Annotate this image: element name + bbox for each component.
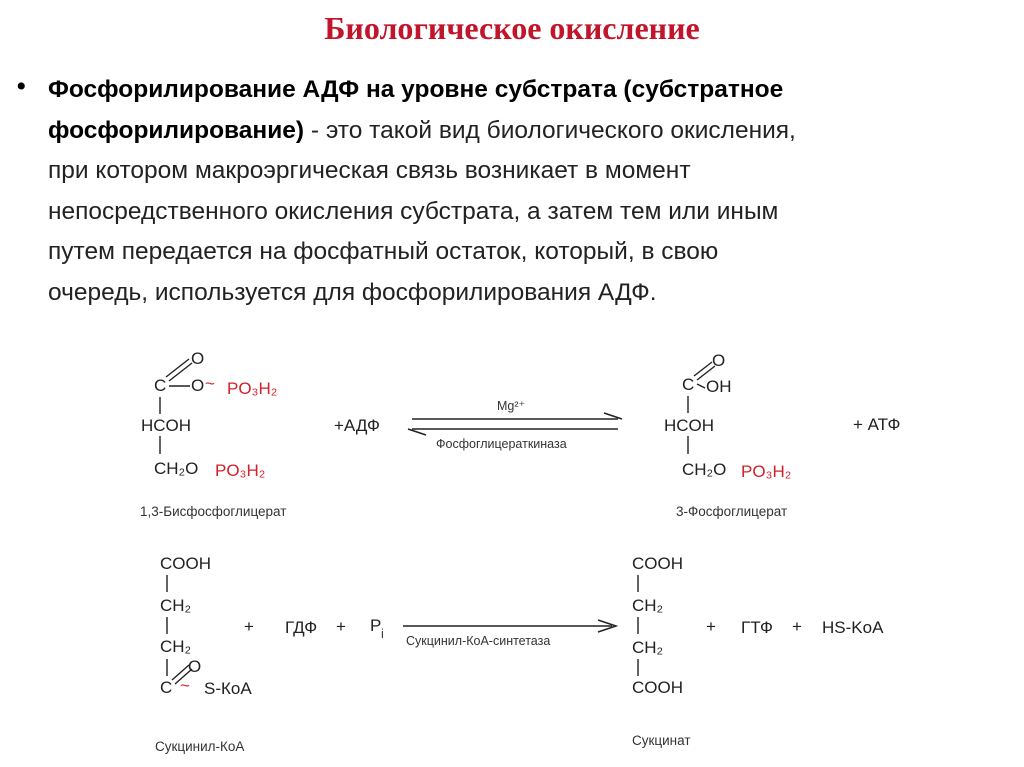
methylene-group: CH₂ [160, 637, 192, 656]
hcoh-group: HCOH [664, 416, 715, 435]
plus-sign: + [336, 617, 346, 636]
oxygen-atom: O [188, 657, 202, 676]
inorganic-phosphate: P [370, 616, 382, 635]
cofactor-label: Mg²⁺ [497, 399, 526, 413]
product-gtp: ГТФ [741, 618, 773, 637]
ch2o-group: CH₂O [154, 459, 199, 478]
carbon-atom: C [682, 375, 695, 394]
paragraph-line-6: очередь, используется для фосфорилирования АДФ. [48, 278, 657, 306]
equilibrium-arrow [408, 399, 622, 451]
phosphate-group: PO₃H₂ [215, 461, 266, 480]
ch2o-group: CH₂O [682, 460, 727, 479]
hydroxyl-group: OH [706, 377, 732, 396]
methylene-group: CH₂ [632, 638, 664, 657]
carboxyl-group: COOH [160, 554, 211, 573]
enzyme-label: Фосфоглицераткиназа [436, 437, 567, 451]
hcoh-group: HCOH [141, 416, 192, 435]
carbon-atom: C [154, 376, 167, 395]
carboxyl-group: COOH [632, 678, 683, 697]
compound-caption: Сукцинат [632, 733, 691, 748]
succinyl-coa-structure [155, 554, 252, 754]
compound-caption: 1,3-Бисфосфоглицерат [140, 504, 287, 519]
reverse-arrow-head [408, 429, 426, 435]
macroergic-bond-tilde: ~ [180, 676, 190, 695]
succinate-structure [632, 554, 691, 748]
reagent-adp: +АДФ [334, 416, 380, 435]
carbon-atom: C [160, 678, 173, 697]
methylene-group: CH₂ [160, 596, 192, 615]
oxygen-link: O [191, 376, 205, 395]
product-hs-coa: HS-KoA [822, 618, 884, 637]
bullet-marker: • [16, 70, 27, 103]
paragraph-line-3: при котором макроэргическая связь возникает в момент [48, 157, 691, 184]
oxygen-atom: O [191, 349, 205, 368]
inorganic-phosphate-subscript: i [381, 627, 384, 641]
forward-arrow-head [604, 413, 622, 419]
paragraph-line-5: путем передается на фосфатный остаток, который, в свою [48, 238, 719, 265]
methylene-group: CH₂ [632, 596, 664, 615]
oxygen-atom: O [712, 351, 726, 370]
plus-sign: + [792, 617, 802, 636]
macroergic-bond-tilde: ~ [205, 374, 215, 393]
carboxyl-group: COOH [632, 554, 683, 573]
phosphate-group: PO₃H₂ [741, 462, 792, 481]
phosphate-group: PO₃H₂ [227, 379, 278, 398]
compound-caption: Сукцинил-КоА [155, 739, 245, 754]
coa-group: S-КоА [204, 679, 252, 698]
reagent-gdp: ГДФ [285, 618, 318, 637]
page-title: Биологическое окисление [324, 10, 700, 46]
enzyme-label: Сукцинил-КоА-синтетаза [406, 634, 551, 648]
paragraph-text: - это такой вид биологического окисления, [304, 116, 796, 144]
product-atp: + АТФ [853, 415, 901, 434]
reaction-arrow [403, 620, 616, 648]
plus-sign: + [706, 617, 716, 636]
paragraph-line-4: непосредственного окисления субстрата, а затем тем или иным [48, 197, 779, 225]
compound-caption: 3-Фосфоглицерат [676, 504, 788, 519]
phosphoglycerate-structure [664, 351, 791, 519]
single-bond [697, 384, 705, 388]
bisphosphoglycerate-structure [140, 349, 286, 519]
paragraph-term: Фосфорилирование АДФ на уровне субстрата (субстратное [48, 76, 784, 103]
plus-sign: + [244, 617, 254, 636]
double-bond [694, 362, 712, 376]
paragraph-term-end: фосфорилирование) [48, 116, 305, 144]
